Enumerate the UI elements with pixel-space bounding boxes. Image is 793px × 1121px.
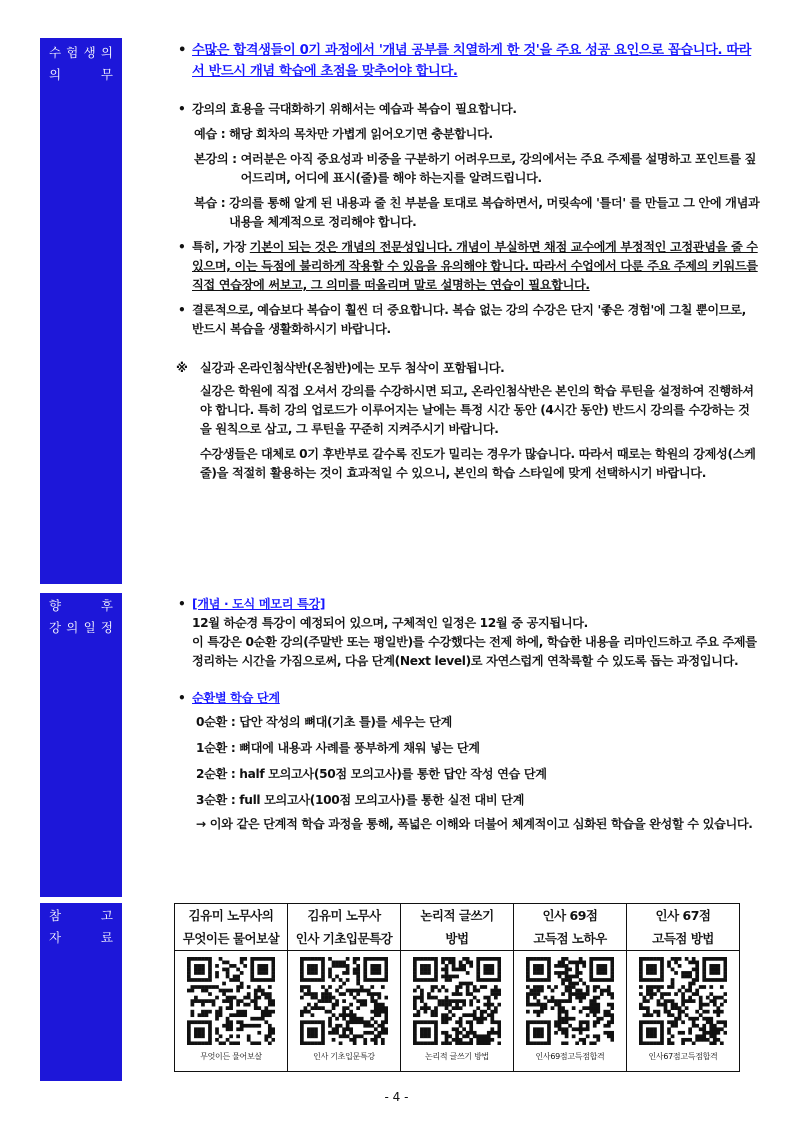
cycle-title-link[interactable]: 순환별 학습 단계 [192, 691, 280, 705]
schedule-content [176, 595, 760, 834]
lead-bullet [176, 40, 760, 82]
qr-cell[interactable]: 인사69점고득점합격 [514, 951, 627, 1072]
qr-cell[interactable]: 인사67점고득점합격 [627, 951, 740, 1072]
qr-header: 인사 67점 고득점 방법 [627, 904, 740, 951]
note-paragraph-2: 수강생들은 대체로 0기 후반부로 갈수록 진도가 밀리는 경우가 많습니다. 따라서 때로는 학원의 강제성(스케줄)을 적절히 활용하는 것이 효과적일 수 있으니, 본인의 학습 스타일에 맞게 선택하시기 바랍니다. [200, 447, 756, 480]
page-number: - 4 - [384, 1090, 409, 1104]
qr-code-icon[interactable] [526, 957, 614, 1045]
duties-section [40, 38, 760, 584]
qr-code-icon[interactable] [413, 957, 501, 1045]
note-mark-icon: ※ [176, 361, 188, 375]
qr-header: 인사 69점 고득점 노하우 [514, 904, 627, 951]
cycle-item: 3순환 : full 모의고사(100점 모의고사)를 통한 실전 대비 단계 [196, 793, 525, 807]
qr-cell[interactable]: 인사 기초입문특강 [288, 951, 401, 1072]
review-row: 복습 : 강의를 통해 알게 된 내용과 줄 친 부분을 토대로 복습하면서, 머릿속에 '틀더' 를 만들고 그 안에 개념과 내용을 체계적으로 정리해야 합니다. [194, 196, 760, 229]
qr-header: 논리적 글쓰기 방법 [401, 904, 514, 951]
qr-table [174, 903, 740, 1072]
preview-row: 예습 : 해당 회차의 목차만 가볍게 읽어오기면 충분합니다. [194, 127, 493, 141]
qr-code-icon[interactable] [300, 957, 388, 1045]
study-intro: • 강의의 효용을 극대화하기 위해서는 예습과 복습이 필요합니다. [176, 100, 760, 119]
special-lecture-link[interactable]: [개념 · 도식 메모리 특강] [192, 597, 326, 611]
note-title-row: ※ 실강과 온라인첨삭반(온첨반)에는 모두 첨삭이 포함됩니다. [176, 359, 760, 378]
schedule-section [40, 593, 760, 897]
note-paragraph-1: 실강은 학원에 직접 오셔서 강의를 수강하시면 되고, 온라인첨삭반은 본인의 학습 루틴을 설정하여 진행하셔야 합니다. 특히 강의 업로드가 이루어지는 날에는 특정 시간 동안 (4시간 동안) 반드시 강의를 수강하는 것을 원칙으로 삼고, 그 루틴을 꾸준히 지켜주시기 바랍니다. [200, 384, 754, 436]
qr-area [174, 903, 760, 1081]
cycle-conclusion: → 이와 같은 단계적 학습 과정을 통해, 폭넓은 이해와 더불어 체계적이고 심화된 학습을 완성할 수 있습니다. [196, 817, 753, 831]
lead-text: 수많은 합격생들이 0기 과정에서 '개념 공부를 치열하게 한 것'을 주요 성공 요인으로 꼽습니다. 따라서 반드시 개념 학습에 초점을 맞추어야 합니다. [192, 43, 752, 79]
cycle-item: 1순환 : 뼈대에 내용과 사례를 풍부하게 채워 넣는 단계 [196, 741, 480, 755]
qr-code-icon[interactable] [639, 957, 727, 1045]
duties-label: 수 험 생 의 의 무 [40, 38, 122, 584]
qr-header: 김유미 노무사의 무엇이든 물어보살 [175, 904, 288, 951]
references-label: 참 고 자 료 [40, 903, 122, 1081]
schedule-label: 향 후 강 의 일 정 [40, 593, 122, 897]
qr-code-icon[interactable] [187, 957, 275, 1045]
duties-content [176, 40, 760, 483]
qr-header: 김유미 노무사 인사 기초입문특강 [288, 904, 401, 951]
cycle-bullet [176, 689, 760, 708]
cycle-item: 2순환 : half 모의고사(50점 모의고사)를 통한 답안 작성 연습 단계 [196, 767, 547, 781]
concept-bullet: • 특히, 가장 기본이 되는 것은 개념의 전문성입니다. 개념이 부실하면 채점 교수에게 부정적인 고정관념을 줄 수 있으며, 이는 득점에 불리하게 작용할 수 있음을 유의해야 합니다. 따라서 수업에서 다룬 주요 주제의 키워드를 직접 연습장에 써보고, 그 의미를 떠올리며 말로 설명하는 연습이 필요합니다. [176, 238, 760, 295]
qr-cell[interactable]: 논리적 글쓰기 방법 [401, 951, 514, 1072]
special-lecture-p2: 이 특강은 0순환 강의(주말반 또는 평일반)를 수강했다는 전제 하에, 학습한 내용을 리마인드하고 주요 주제를 정리하는 시간을 가짐으로써, 다음 단계(Next level)로 자연스럽게 연착륙할 수 있도록 돕는 과정입니다. [192, 635, 757, 668]
references-section [40, 903, 760, 1081]
main-lecture-row: 본강의 : 여러분은 아직 중요성과 비중을 구분하기 어려우므로, 강의에서는 주요 주제를 설명하고 포인트를 짚어드리며, 어디에 표시(줄)를 해야 하는지를 알려드립니다. [194, 152, 757, 185]
conclusion-bullet: • 결론적으로, 예습보다 복습이 훨씬 더 중요합니다. 복습 없는 강의 수강은 단지 '좋은 경험'에 그칠 뿐이므로, 반드시 복습을 생활화하시기 바랍니다. [176, 301, 760, 339]
cycle-item: 0순환 : 답안 작성의 뼈대(기초 틀)를 세우는 단계 [196, 715, 452, 729]
special-lecture-p1: 12월 하순경 특강이 예정되어 있으며, 구체적인 일정은 12월 중 공지됩니다. [192, 616, 588, 630]
qr-cell[interactable]: 무엇이든 물어보살 [175, 951, 288, 1072]
special-lecture-bullet [176, 595, 760, 614]
